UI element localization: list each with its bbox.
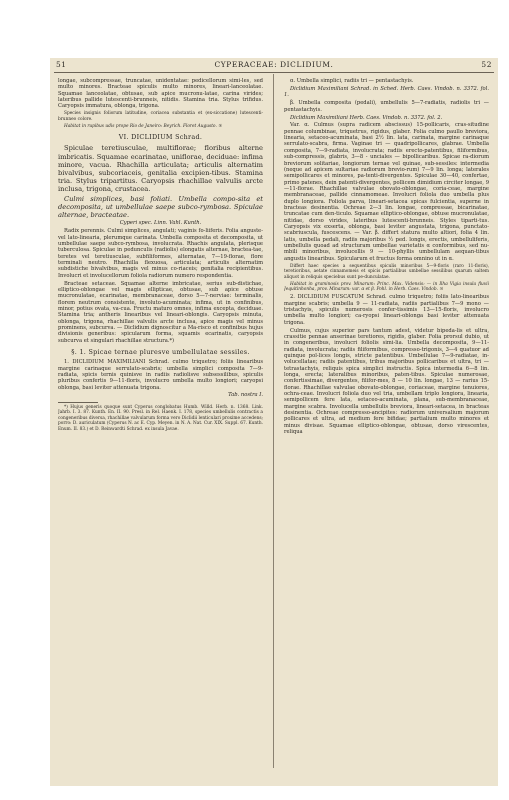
column-divider [273,74,274,768]
book-page [50,58,498,786]
paragraph: *) Hujus generis quoque sunt Cyperus conglobatus Humb. Willd. Herb. n. 1368. Link. Jahrb. I. 3. 87. Kunth. En. II. 90. Presl. in Rel. Haenk. I. 178, species umbellulis contractis a congeneribus diversa, rhachillae valvularum forma vero Diclidii lenticulari proxime accedens; porro: D. auriculatum (Cyperus N. ac E. Cyp. Meyen. in N. A. Nat. Cur. XIX. Suppl. 67. Kunth. Enum. II. 83.) et D. Reinwardti Schrad. ex insula Javae. [58,404,263,432]
paragraph: β. Umbella composita (pedali), umbellulis 5—7-radiatis, radiolis tri — pentastachyis. [284,100,489,113]
left-text-column [58,78,263,778]
paragraph: Species insignis foliorum latitudine, coriacea substantia et (ex-siccatione) lutescenti-brunneo colore. [58,111,263,122]
running-head [50,58,498,72]
section-heading: VI. DICLIDIUM Schrad. [118,133,203,142]
paragraph: Cyperi spec. Linn. Vahl. Kunth. [119,220,202,227]
paragraph: longae, subcompressae, truncatae, unidentatae: pedicellorum simi-les, sed multo minores. Bracteae spiculis multo minores, lineari-lanceolatae. Squamae lanceolatae, obtusae, sub apice mucronu-latae, carina virides; lateribus pallide lutescenti-brunneis, nitidis. Stamina tria. Stylus trifidus. Caryopsis immatura, oblonga, trigona. [58,78,263,110]
paragraph: Culmi simplices, basi foliati. Umbella compo-sita et decomposita, ut umbellulae saepe subco-rymbosa. Spiculae alternae, bracteatae. [58,194,263,219]
paragraph: 1. DICLIDIUM MAXIMILIANI Schrad. culmo triquetro; foliis linearibus margine carinaque serrulato-scabris; umbella simplici composita 7—9-radiata, spicis ternis quinisve in radiis radiolisve subsessilibus, spiculis pluribus confertis 9—11-floris, involucro umbella multo longiori; caryopsi oblonga, basi leviter attenuata trigona. [58,359,263,391]
footnote-rule [58,402,98,403]
paragraph: Habitat in rupibus udis prope Rio de Janeiro: Beyrich. Floret Augusto. ♃ [64,123,223,129]
paragraph: Bracteae setaceae. Squamae alterne imbricatae, serius sub-distichae, elliptico-oblongae vel magis ellipticae, obtusae, sub apice obtuse mucronulatae, ecarinatae, membranaceae, dorso 5—7-nerviae: terminalis, florem neutrum consistente, involuto-acuminata; infima, ut in confinibus, minor, potius ovata, va-cua. Fructu maturo omnes, infima excepta, deciduae. Stamina tria; antheris linearibus vel lineari-oblongis. Caryopsis minuta, oblonga, trigona, rhachillae valvulis arcte inclusa, apice magis vel minus prominens, subcurva. — Diclidium dignoscitur a Ma-risco et confinibus hujus divisionis generibus: spicularum forma, squamis ecarinatis, caryopsis subcurva et singulari rhachillae structura.*) [58,280,263,344]
right-page-number: 52 [481,60,492,69]
paragraph: Var. α. Culmus (supra radicem abscissus) 15-pollicaris, cras-situdine pennae columbinae, triquetrus, rigidus, glaber. Folia culmo paullo breviora, linearia, setaceo-acuminata, basi 2½ lin. lata, carinata, margine carinaque serrulato-scabra, firma. Vaginae tri — quadripollicares, glabrae. Umbella composita, 7—9-radiata, involucrata; radiis erecto-patentibus, filiformibus, sub-compressis, glabris, 3—8 - unciales — bipollicaribus. Spicae ra-diorum breviorum solitariae, longiorum ternae vel quinae, sub-sessiles: intermedia (neque ad apicem sultariae radiorum brevio-rum) 7—9 lin. longa; laterales semipollicares et minores, pa-tenti-divergentes. Spiculae 30—40, confertae, primo patenes, dein patenti-divergentes, pollicem dimidium circiter longae, 9—11-florae. Rhachillae valvulae obovato-oblongae, coria-ceae, margine membranaceae, pallide cinnamomeae. Involucri foliola duo umbella plus duplo longiora. Foliola parva, lineari-setacea spicas fulcientia, superne in bracteas desinentia. Ochreae 2—3 lin. longae, compressae, bicarinatae, truncatae cum den-ticulo. Squamae elliptico-oblongae, obtuse mucronulatae, nitidae, dorso virides, lateribus lutescenti-brunneis. Styles tiparti-tus. Caryopsis vix exserta, oblonga, basi leviter angustata, trigona, punctato-scabriuscula, fuscescens. — Var. β. differt statura multo altiori, folia 4 lin. latis, umbella pedali, radiis majoribus ½ ped. longis, erectis, umbelluliferis, umbellulis quoad ad structuram umbellae varietatis α conformibus, sed nu-mbili minoribus, involucellis 9 — 10-phyllis umbellulam aequan-tibus angustis linearibus. Spicularum et fructus forma omnino ut in α. [284,122,489,262]
paragraph: Spiculae teretiusculae, multiflorae; floribus alterne imbricatis. Squamae ecarinatae, uniflorae, deciduae: infima minore, vacua. Rhachilla articulata; articulis alternatim bivalvibus, subcoriaceis, genitalia excipien-tibus. Stamina tria. Stylus tripartitus. Caryopsis rhachillae valvulis arcte inclusa, trigona, crustacea. [58,144,263,193]
paragraph: α. Umbella simplici, radiis tri — pentastachyis. [290,78,414,84]
left-page-number: 51 [56,60,67,69]
paragraph: Diclidium Maximiliani Schrad. in Sched. Herb. Caes. Vindob. n. 3372. fol. 1. [284,85,489,99]
running-title: CYPERACEAE: DICLIDIUM. [214,60,334,69]
paragraph: Differt haec species a sequentibus spiculis minoribus 5—9-floris (raro 11-floris), teretioribus, aetate cinnamomeis et spicis partialibus umbellae sessilibus quarum saltem aliquot in reliquis speciebus sunt pe-dunculatae. [284,263,489,280]
paragraph: Habitat in graminosis prov. Minarum: Princ. Max. Vidensis: — in Ilha Vigia insula fluvii Jequitinhonha, prov. Minarum: var. α et β. Pohl. in Herb. Caes. Vindob. ♃ [284,281,489,293]
section-heading: §. 1. Spicae ternae pluresve umbellulatae sessiles. [71,348,250,357]
paragraph: 2. DICLIDIUM FUSCATUM Schrad. culmo triquetro; foliis lato-linearibus margine scabris; umbella 9 — 11-radiata, radiis partialibus 7—9 mono — tristachyis, spiculis numerosis confer-tissimis 13—15-floris, involucro umbella multo longiori; ca-ryopsi lineari-oblonga basi leviter attenuata trigona. [284,294,489,326]
paragraph: Culmus, cujus superior pars tantum adest, videtur bipeda-lis et ultra, crassitie pennae anserinae teretiores, rigidis, glaber. Folia prorsul dubio, ut in congeneribus, involucri foliolis simi-lia. Umbella decomposita, 9—11-radiata, involucrata; radiis filiformibus, compresso-trigonis, 3—4 quatuor ad quinque pol-lices longis, stricte patentibus. Umbellulae 7—9-radiatae, in-volucellatae; radiis patentibus, tribus majoribus pollicaribus et ultra, tri — tetrastachyis, reliquis spica simplici instructis. Spica intermedia 6—8 lin. longa, erecta; lateralibus minoribus, paten-tibus. Spiculae numerosae, confertissimae, divergentes, filifor-mes, 8 — 10 lin. longae, 13 — rarius 15-florae. Rhachillae valvulae obovato-oblongae, coriaceae, margine tenuiores, ochra-ceae. Involucri foliola duo vel tria, umbellam triplo longiora, linearia, semipollicem fere lata, setaceo-acuminata, plana, sub-membranaceae, margine scabra. Involucella umbellulis breviora, lineari-setacea, in bracteas desinentia. Ochreae compresso-ancipites: radiorum universalium majorum pollicares et ultra, ad medium fere bifidae; partialium multo minores et minus divisae. Squamae elliptico-oblongae, obtusae, dorso virescentes, reliqua [284,327,489,436]
paragraph: Tab. nostra I. [228,392,263,399]
right-text-column [284,78,489,778]
header-rule [54,72,494,73]
paragraph: Diclidium Maximiliani Herb. Caes. Vindob. n. 3372. fol. 2. [290,114,443,121]
paragraph: Radix perennis. Culmi simplices, angulati; vaginis fo-liiferis. Folia anguste- vel lato-linearia, plerumque carinata. Umbella composita et decomposita, ut umbellulae saepe subco-rymbosa, involucrata. Rhachis angulata, plerisque tuberculosa. Spiculae in pedunculis (radiolis) elongatis alternae, bractea-tae, teretes vel teretiusculae, subfiliformes, alternatae, 7—19-florae, flore terminali neutro. Rhachilla flexuosa, articulata; articulis alternatim subdistiche bivalvibus, magis vel minus co-riaceis; genitalia recipientibus. Involucri et involucellorum foliola radiorum numero respondentia. [58,228,263,279]
